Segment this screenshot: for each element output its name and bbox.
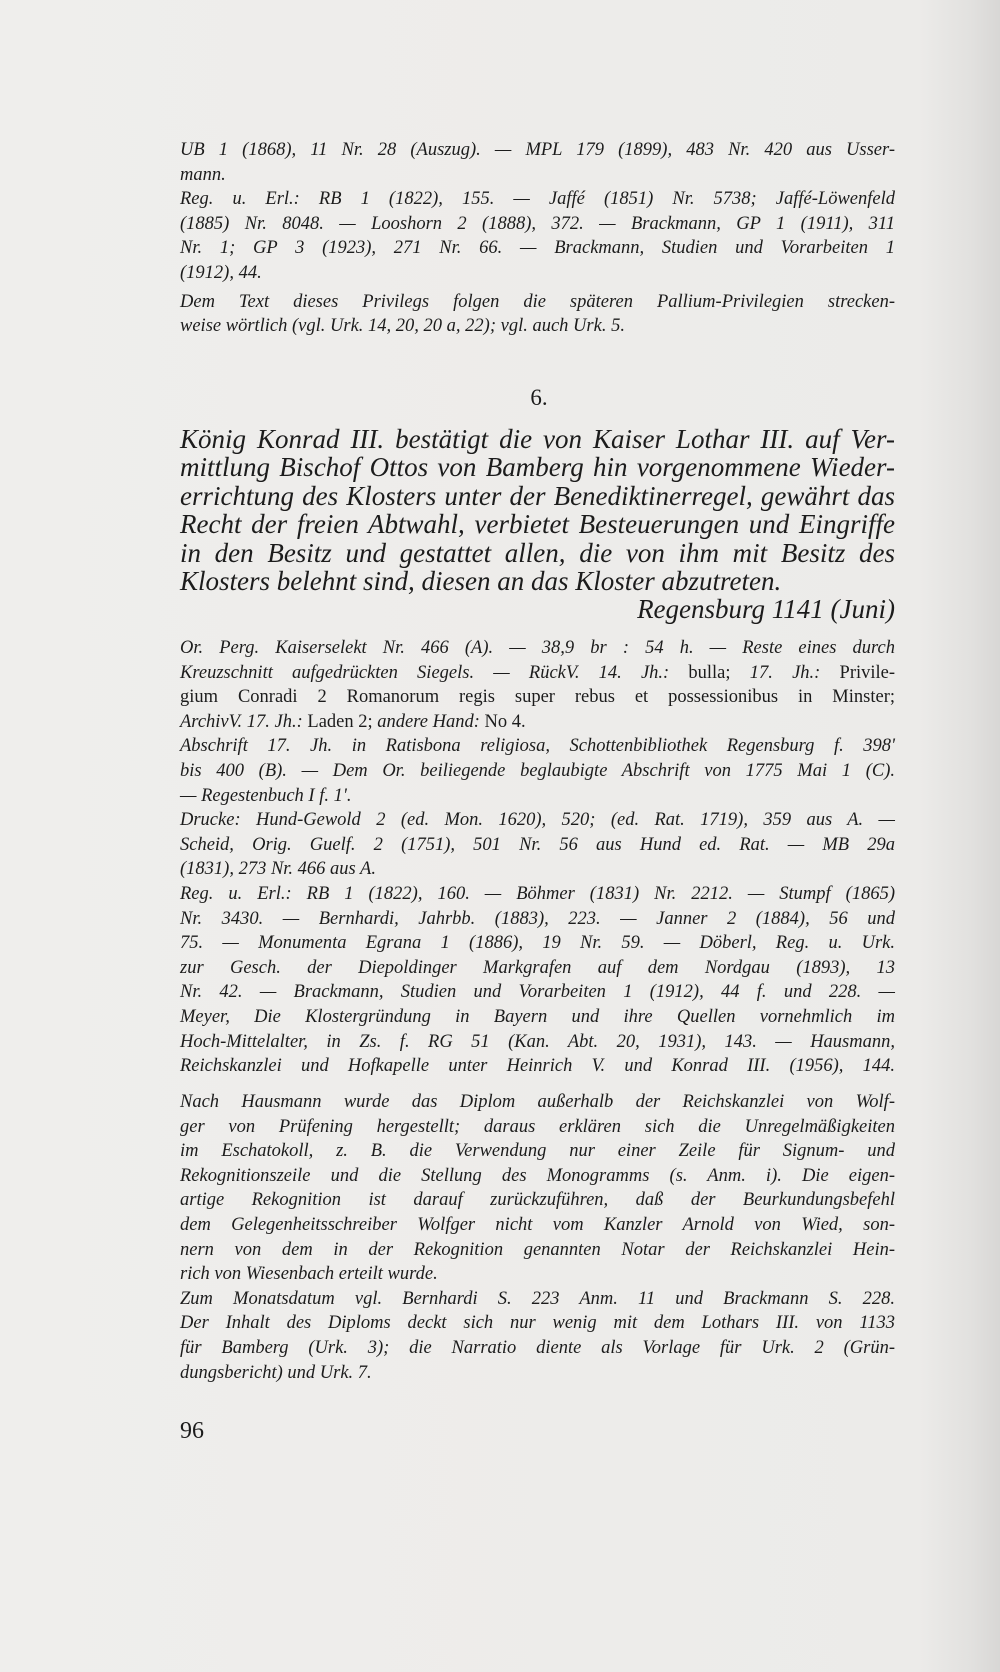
text-line: 75. — Monumenta Egrana 1 (1886), 19 Nr. 59. — Döberl, Reg. u. Urk. — [180, 933, 895, 954]
text-line: gium Conradi 2 Romanorum regis super rebus et possessionibus in Minster; — [180, 687, 895, 708]
text-line: rich von Wiesenbach erteilt wurde. — [180, 1264, 438, 1285]
text-span: bulla; — [688, 662, 731, 683]
text-line: bis 400 (B). — Dem Or. beiliegende beglaubigte Abschrift von 1775 Mai 1 (C). — [180, 760, 895, 781]
regest-line: mittlung Bischof Ottos von Bamberg hin vorgenommene Wieder- — [180, 452, 895, 483]
text-line: Zum Monatsdatum vgl. Bernhardi S. 223 Anm. 11 und Brackmann S. 228. — [180, 1288, 895, 1309]
text-line: Dem Text dieses Privilegs folgen die späteren Pallium-Privilegien strecken- — [180, 291, 895, 312]
text-line: Hoch-Mittelalter, in Zs. f. RG 51 (Kan. Abt. 20, 1931), 143. — Hausmann, — [180, 1031, 895, 1052]
text-span: ArchivV. 17. Jh.: — [180, 711, 303, 732]
text-line: Nr. 42. — Brackmann, Studien und Vorarbeiten 1 (1912), 44 f. und 228. — — [180, 982, 895, 1003]
regest-line: errichtung des Klosters unter der Benediktinerregel, gewährt das — [180, 480, 895, 511]
text-line: Nr. 1; GP 3 (1923), 271 Nr. 66. — Brackmann, Studien und Vorarbeiten 1 — [180, 238, 895, 259]
text-line: Scheid, Orig. Guelf. 2 (1751), 501 Nr. 56 aus Hund ed. Rat. — MB 29a — [180, 834, 895, 855]
text-line: ger von Prüfening hergestellt; daraus erklären sich die Unregelmäßigkeiten — [180, 1116, 895, 1137]
text-line: für Bamberg (Urk. 3); die Narratio diente als Vorlage für Urk. 2 (Grün- — [180, 1337, 895, 1358]
text-line: (1912), 44. — [180, 262, 262, 283]
text-line: mann. — [180, 164, 226, 185]
text-line: Abschrift 17. Jh. in Ratisbona religiosa, Schottenbibliothek Regensburg f. 398' — [180, 736, 895, 757]
text-line: Or. Perg. Kaiserselekt Nr. 466 (A). — 38,9 br : 54 h. — Reste eines durch — [180, 638, 895, 658]
text-line: zur Gesch. der Diepoldinger Markgrafen auf dem Nordgau (1893), 13 — [180, 957, 895, 978]
page-number: 96 — [180, 1418, 204, 1444]
regest — [180, 425, 895, 624]
text-line: nern von dem in der Rekognition genannten Notar der Reichskanzlei Hein- — [180, 1239, 895, 1260]
text-line: Reg. u. Erl.: RB 1 (1822), 160. — Böhmer (1831) Nr. 2212. — Stumpf (1865) — [180, 883, 895, 904]
text-line — [180, 661, 895, 686]
text-line: Nach Hausmann wurde das Diplom außerhalb der Reichskanzlei von Wolf- — [180, 1092, 895, 1112]
text-line: (1831), 273 Nr. 466 aus A. — [180, 859, 376, 880]
date-place: Regensburg 1141 (Juni) — [637, 594, 895, 625]
text-line: Meyer, Die Klostergründung in Bayern und ihre Quellen vornehmlich im — [180, 1006, 895, 1027]
text-line: Drucke: Hund-Gewold 2 (ed. Mon. 1620), 520; (ed. Rat. 1719), 359 aus A. — — [180, 810, 895, 831]
text-line: im Eschatokoll, z. B. die Verwendung nur einer Zeile für Signum- und — [180, 1141, 895, 1162]
text-line: Rekognitionszeile und die Stellung des Monogramms (s. Anm. i). Die eigen- — [180, 1165, 895, 1186]
section-number: 6. — [530, 385, 548, 410]
text-line: dem Gelegenheitsschreiber Wolfger nicht vom Kanzler Arnold von Wied, son- — [180, 1214, 895, 1235]
text-span: Laden 2; — [307, 711, 373, 732]
text-span: andere Hand: — [377, 711, 480, 732]
regest-line: Recht der freien Abtwahl, verbietet Besteuerungen und Eingriffe — [180, 509, 895, 540]
text-line: dungsbericht) und Urk. 7. — [180, 1362, 372, 1383]
text-span: No 4. — [484, 711, 526, 732]
text-line: weise wörtlich (vgl. Urk. 14, 20, 20 a, 22); vgl. auch Urk. 5. — [180, 316, 625, 337]
text-line — [180, 710, 895, 735]
text-span: 17. Jh.: — [749, 662, 821, 683]
text-line: — Regestenbuch I f. 1'. — [180, 785, 352, 806]
text-line: Reichskanzlei und Hofkapelle unter Heinrich V. und Konrad III. (1956), 144. — [180, 1056, 895, 1077]
commentary — [180, 1090, 895, 1385]
text-span: Privile- — [839, 662, 896, 683]
text-line: artige Rekognition ist darauf zurückzuführen, daß der Beurkundungsbefehl — [180, 1190, 895, 1211]
text-line: Der Inhalt des Diploms deckt sich nur wenig mit dem Lothars III. von 1133 — [180, 1313, 895, 1334]
regest-line: Klosters belehnt sind, diesen an das Kloster abzutreten. — [180, 566, 782, 597]
text-line: UB 1 (1868), 11 Nr. 28 (Auszug). — MPL 179 (1899), 483 Nr. 420 aus Usser- — [180, 140, 895, 160]
text-span: Kreuzschnitt aufgedrückten Siegels. — RückV. 14. Jh.: — [180, 662, 670, 683]
text-line: (1885) Nr. 8048. — Looshorn 2 (1888), 372. — Brackmann, GP 1 (1911), 311 — [180, 213, 895, 234]
regest-line: König Konrad III. bestätigt die von Kaiser Lothar III. auf Ver- — [180, 424, 895, 454]
apparatus — [180, 636, 895, 1079]
regest-line: in den Besitz und gestattet allen, die von ihm mit Besitz des — [180, 537, 895, 568]
previous-entry-bibliography — [180, 138, 895, 339]
text-line: Reg. u. Erl.: RB 1 (1822), 155. — Jaffé (1851) Nr. 5738; Jaffé-Löwenfeld — [180, 189, 895, 210]
text-line: Nr. 3430. — Bernhardi, Jahrbb. (1883), 223. — Janner 2 (1884), 56 und — [180, 908, 895, 929]
